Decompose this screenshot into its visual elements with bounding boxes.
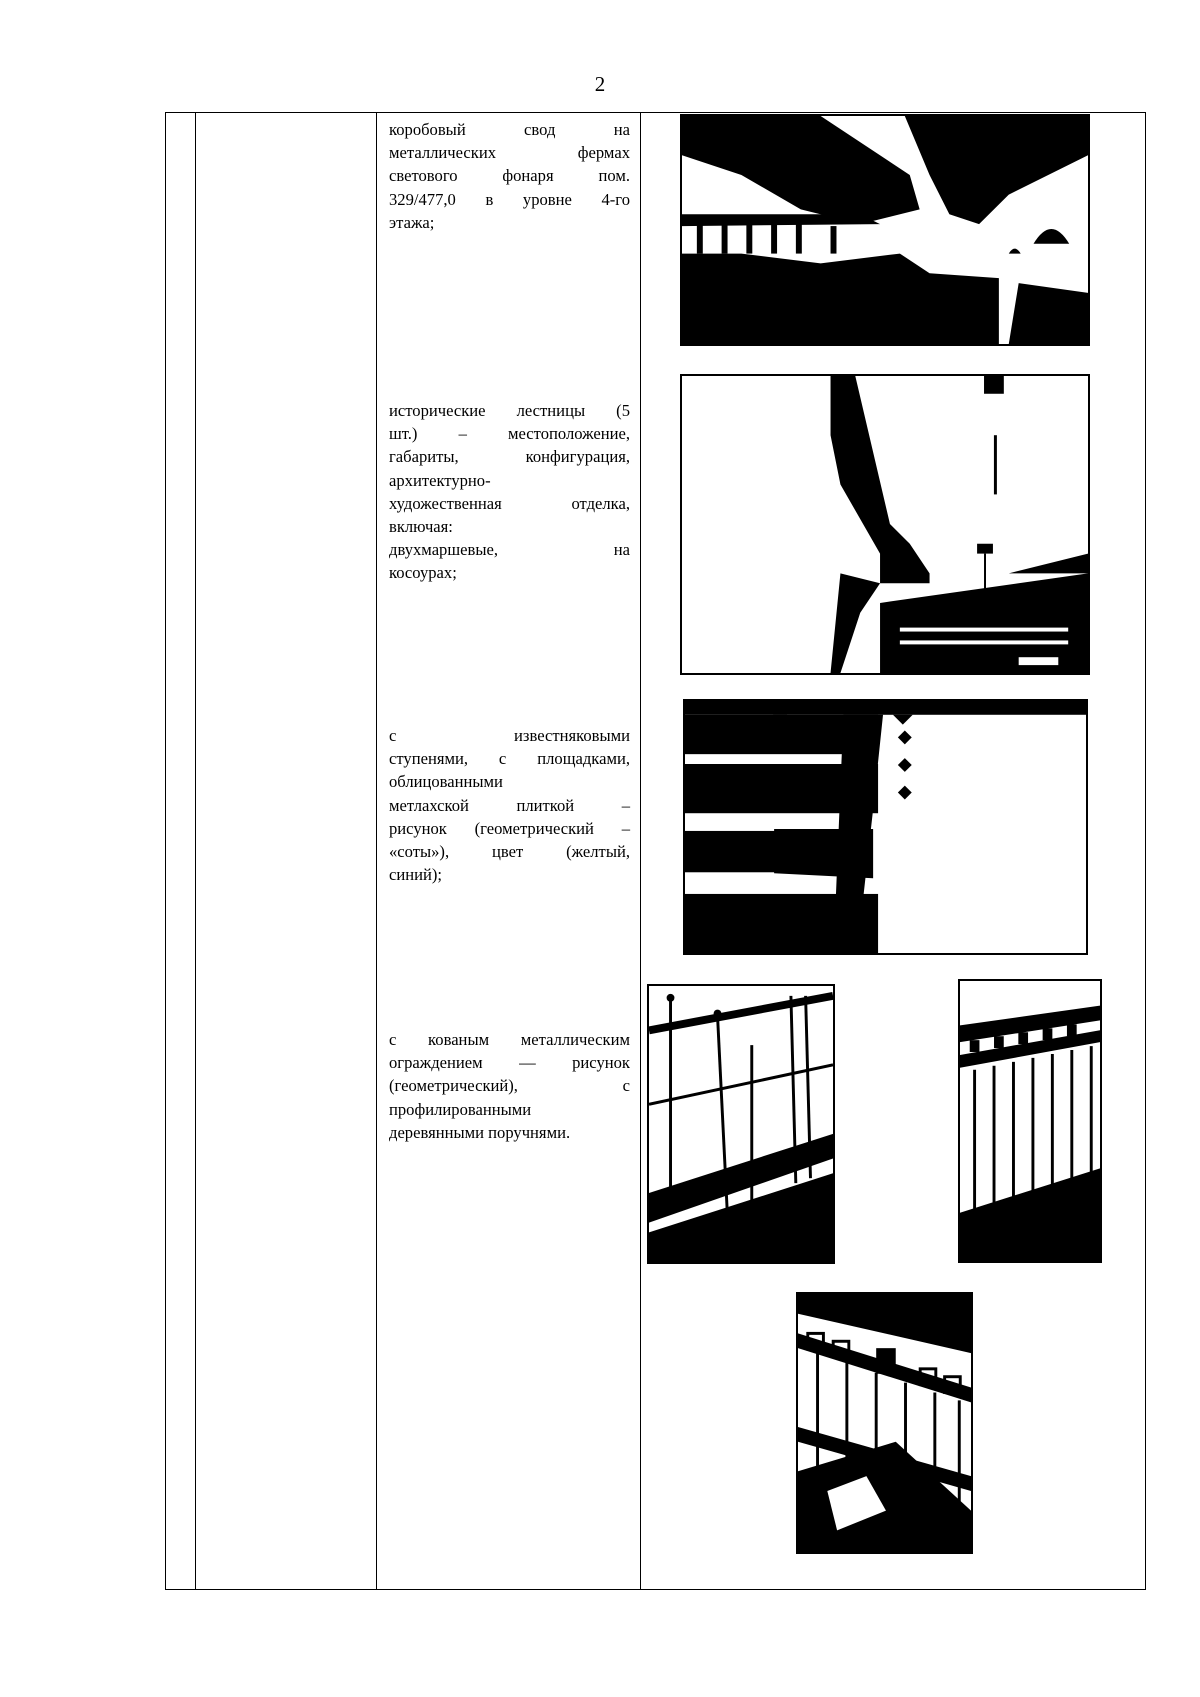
description-staircases: исторические лестницы (5 шт.) – местоположение, габариты, конфигурация, архитектурно- художественная отделка, включая: двухмаршевые, на косоурах; [389, 401, 630, 583]
photo-vault [680, 114, 1090, 346]
description-steps: с известняковыми ступенями, с площадками, облицованными метлахской плиткой – рисунок (геометрический – «соты»), цвет (желтый, синий); [389, 726, 630, 885]
photo-railing-left [647, 984, 835, 1264]
description-railing: с кованым металлическим ограждением — рисунок (геометрический), с профилированными деревянными поручнями. [389, 1030, 630, 1142]
column-divider-2 [376, 113, 377, 1589]
photo-railing-bottom [796, 1292, 973, 1554]
photo-staircase [680, 374, 1090, 675]
column-divider-3 [640, 113, 641, 1589]
photo-railing-right [958, 979, 1102, 1263]
description-vault: коробовый свод на металлических фермах светового фонаря пом. 329/477,0 в уровне 4-го этажа; [389, 120, 630, 232]
column-divider-1 [195, 113, 196, 1589]
page-number: 2 [594, 72, 606, 96]
photo-steps [683, 699, 1088, 955]
